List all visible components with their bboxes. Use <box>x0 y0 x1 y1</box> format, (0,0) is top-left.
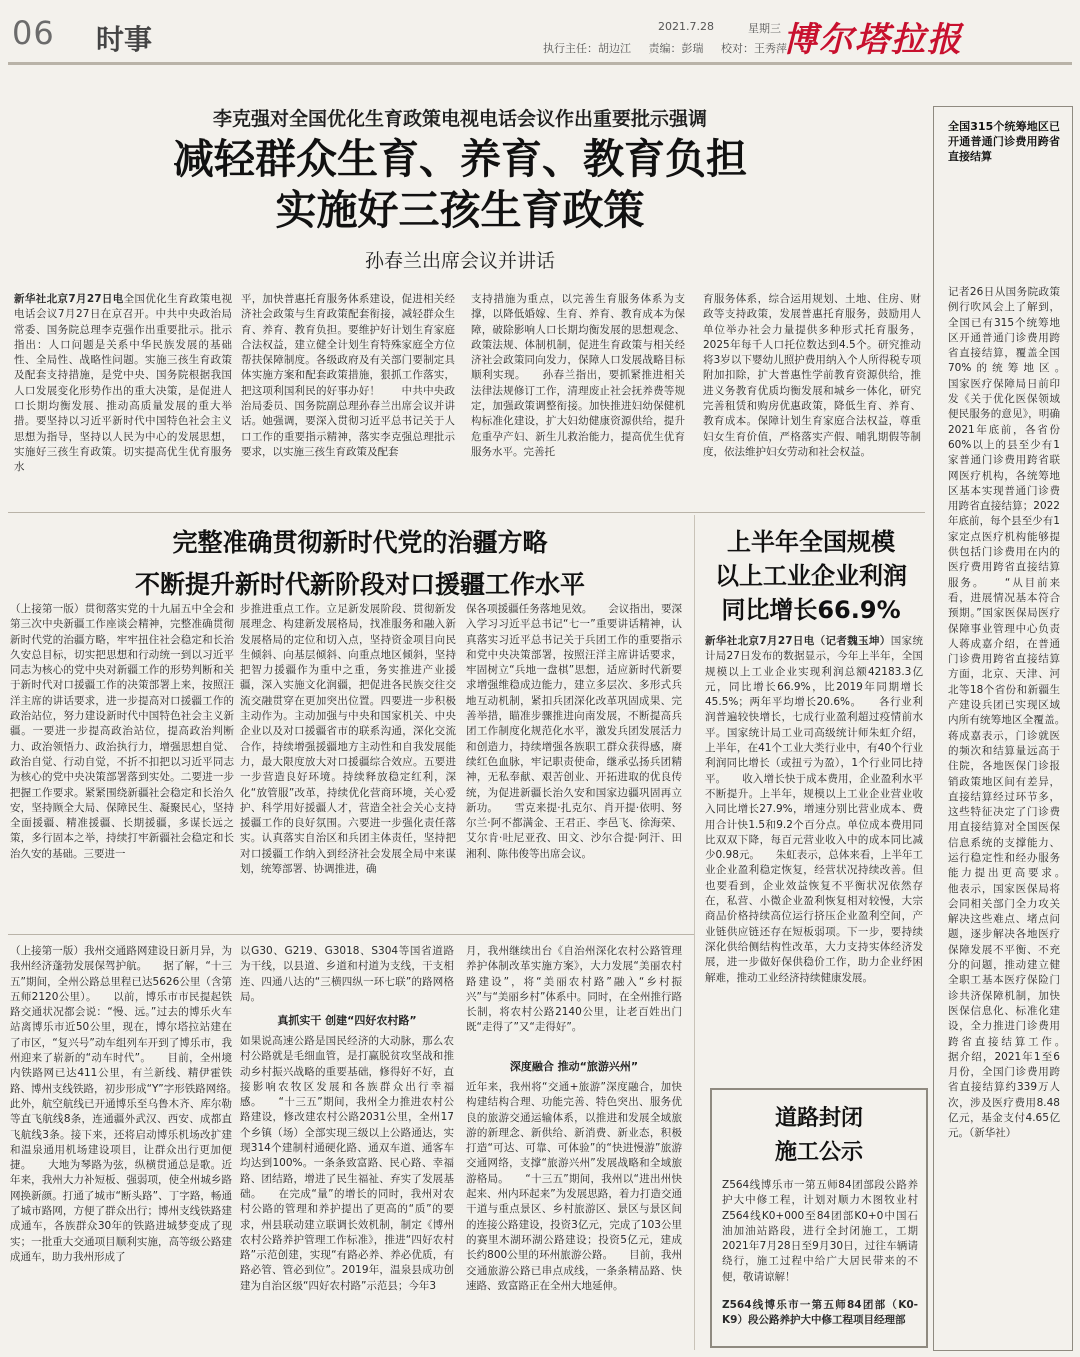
article2-headline-line1: 完整准确贯彻新时代党的治疆方略 <box>172 528 548 557</box>
article3-body: 新华社北京7月27日电（记者魏玉坤）国家统计局27日发布的数据显示，今年上半年，全国规模以上工业企业实现利润总额42183.3亿元，同比增长66.9%，比2019年同期增长45.5%；两年平均增长20.6%。 各行业利润普遍较快增长，七成行业盈利超过疫情前水平。国家统计局工业司高级统计师朱虹介绍，上半年，在41个工业大类行业中，有40个行业利润同比增长（或扭亏为盈），1个行业同比持平。 收入增长快于成本费用，企业盈利水平不断提升。上半年，规模以上工业企业营业收入同比增长27.9%，增速分别比营业成本、费用合计快1.5和9.2个百分点。单位成本费用同比双双下降，每百元营业收入中的成本同比减少0.98元。 朱虹表示，总体来看，上半年工业企业盈利稳定恢复，经营状况持续改善。但也要看到，企业效益恢复不平衡状况依然存在，私营、小微企业盈利恢复相对较慢，大宗商品价格持续高位运行挤压企业盈利空间，产业链供应链还存在短板弱项。下一步，要持续深化供给侧结构性改革，大力支持实体经济发展，进一步做好保供稳价工作，助力企业纾困解难，推动工业经济持续健康发展。 <box>705 635 923 984</box>
proofreader: 校对：王秀萍 <box>721 42 787 55</box>
divider <box>8 934 694 935</box>
masthead-rule <box>8 62 1072 65</box>
article3-dateline: 新华社北京7月27日电（记者魏玉坤） <box>705 635 891 647</box>
notice-title-line1: 道路封闭 <box>774 1106 863 1131</box>
article3-headline-line2: 以上工业企业利润 <box>715 562 907 590</box>
article4-col2a: 以G30、G219、G3018、S304等国省道路为干线，以县道、乡道和村道为支线，干支相连、四通八达的“三横四纵一环七联”的路网格局。 <box>240 945 454 1003</box>
article4-col2b: 如果说高速公路是国民经济的大动脉，那么农村公路就是毛细血管，是打赢脱贫攻坚战和推动乡村振兴战略的重要基础，修得好不好，直接影响农牧区发展和各族群众出行幸福感。 “十三五”期间，我州全力推进农村公路建设，修改建农村公路2031公里，全州17个乡镇（场）全部实现三级以上公路通达，实现314个建制村通硬化路、通双车道、通客车均达到100%。一条条致富路、民心路、幸福路、团结路，增进了民生福祉、弃实了发展基础。 在完成“量”的增长的同时，我州对农村公路的管理和养护提出了更高的“质”的要求，州县联动建立联调长效机制，制定《博州农村公路养护管理工作标准》，推进“四好农村路”示范创建，实现“有路必养、养必优质，有路必管、管必到位”。2019年，温泉县成功创建为自治区级“四好农村路”示范县；今年3 <box>240 1035 454 1292</box>
sidebar-source: （新华社） <box>969 1127 1017 1140</box>
notice-title <box>712 1102 926 1170</box>
issue-date: 2021.7.28 <box>658 20 714 33</box>
article2-headline-line2: 不断提升新时代新阶段对口援疆工作水平 <box>134 570 585 599</box>
sidebar-title: 全国315个统筹地区已开通普通门诊费用跨省直接结算 <box>948 120 1060 163</box>
column-rule <box>694 515 695 1350</box>
editor: 责编：彭瑞 <box>648 42 704 55</box>
article4-col1: （上接第一版）我州交通路网建设日新月异，为我州经济蓬勃发展保驾护航。 据了解，“十三五”期间，全州公路总里程已达5626公里（含第五师2120公里）。 以前，博乐市市民提起铁路交通状况都会说：“慢、远。”过去的博乐火车站离博乐市近50公里，现在，博尔塔拉站建在了市区，“复兴号”动车组列车开到了博乐市，我州迎来了崭新的“动车时代”。 目前，全州境内铁路网已达411公里，有兰新线、精伊霍铁路、博州支线铁路，初步形成“Y”字形铁路网络。 此外，航空航线已开通博乐至乌鲁木齐、库尔勒等直飞航线8条，连通疆外武汉、西安、成都直飞航线3条。接下来，还将启动博乐机场改扩建和温泉通用机场建设项目，让群众出行更加便捷。 大地为琴路为弦，纵横贯通总是歌。近年来，我州大力补短板、强弱项，使全州城乡路网换新颜。打通了城市“断头路”、丁字路，畅通了城市路网，方便了群众出行；博州支线铁路建成通车，各族群众30年的铁路进城梦变成了现实；一批重大交通项目顺利实施，高等级公路建成通车，助力我州形成了 <box>10 945 232 1263</box>
article4-col3a: 月，我州继续出台《自治州深化农村公路管理养护体制改革实施方案》，大力发展“美丽农村路建设”，将“美丽农村路”融入“乡村振兴”与“美丽乡村”体系中。同时，在全州推行路长制，将农村公路2140公里，让老百姓出门既“走得了”又“走得好”。 <box>466 945 682 1034</box>
article2-col3: 保各项援疆任务落地见效。 会议指出，要深入学习习近平总书记“七一”重要讲话精神，认真落实习近平总书记关于兵团工作的重要指示和党中央决策部署，按照汪洋主席讲话要求，牢固树立“兵地一盘棋”思想，适应新时代新要求增强维稳成边能力，建立多层次、多形式兵地互动机制，紧扣兵团深化改革巩固成果、完善举措，瞄准步骤推进向南发展，不断提高兵团工作制度化规范化水平，激发兵团发展活力和创造力，持续增强各族职工群众获得感，赓续红色血脉，牢记职责使命，继承弘扬兵团精神，无私奉献、艰苦创业、开拓进取的优良传统，为促进新疆长治久安和国家边疆巩固再立新功。 雪克来提·扎克尔、肖开提·依明、努尔兰·阿不都满金、王君正、李邑飞、徐海荣、艾尔肯·吐尼亚孜、田文、沙尔合提·阿汗、田湘利、陈伟俊等出席会议。 <box>466 603 682 860</box>
article2-headline <box>60 522 660 606</box>
article1-headline-line2: 实施好三孩生育政策 <box>275 186 645 234</box>
article2-col2: 步推进重点工作。立足新发展阶段、贯彻新发展理念、构建新发展格局，找准服务和融入新发展格局的定位和切入点，坚持资金项目向民生倾斜、向基层倾斜、向重点地区倾斜，坚持把智力援疆作为重中之重，务实推进产业援疆，深入实施文化润疆，把促进各民族交往交流交融贯穿在更加突出位置。四要进一步积极主动作为。主动加强与中央和国家机关、中央企业以及对口援疆省市的联系沟通，深化交流合作，持续增强援疆地方主动性和自我发展能力，最大限度放大对口援疆综合效应。五要进一步营造良好环境。持续释放稳定红利，深化“放管服”改革，持续优化营商环境，关心爱护、科学用好援疆人才，营造全社会关心支持援疆工作的良好氛围。六要进一步强化责任落实。认真落实自治区和兵团主体责任，坚持把对口援疆工作纳入到经济社会发展全局中来谋划，统筹部署、协调推进，确 <box>240 603 456 876</box>
editor-credits <box>543 40 797 56</box>
sidebar-article <box>933 106 1073 1351</box>
article1-headline <box>140 134 780 236</box>
article3-headline-line1: 上半年全国规模 <box>727 528 895 556</box>
executive-editor: 执行主任：胡边江 <box>543 42 631 55</box>
notice-signature: Z564线博乐市一第五师84团部（K0-K9）段公路养护大中修工程项目经理部 <box>722 1299 918 1327</box>
article1-col3: 支持措施为重点，以完善生育服务体系为支撑，以降低婚嫁、生育、养育、教育成本为保障，破除影响人口长期均衡发展的思想观念、政策法规、体制机制，促进生育政策与相关经济社会政策同向发力，保障人口发展战略目标顺利实现。 孙春兰指出，要抓紧推进相关法律法规修订工作，清理废止社会抚养费等规定，加强政策调整衔接。加快推进妇幼保健机构标准化建设，扩大妇幼健康资源供给，提升危重孕产妇、新生儿救治能力，提高优生优育服务水平。完善托 <box>471 293 685 458</box>
article4-subsection2: 深度融合 推动“旅游兴州” <box>509 1060 639 1073</box>
article1-col4: 育服务体系，综合运用规划、土地、住房、财政等支持政策，发展普惠托育服务，鼓励用人单位举办社会力量提供多种形式托育服务，2025年每千人口托位数达到4.5个。研究推动将3岁以下婴幼儿照护费用纳入个人所得税专项附加扣除，扩大普惠性学前教育资源供给，推进义务教育优质均衡发展和城乡一体化，研究完善租赁和购房优惠政策，降低生育、养育、教育成本。保障计划生育家庭合法权益，尊重妇女生育价值，严格落实产假、哺乳期假等制度，依法维护妇女劳动和社会权益。 <box>703 293 921 458</box>
divider <box>8 512 925 513</box>
article1-dateline: 新华社北京7月27日电 <box>14 293 124 305</box>
article2-continued: （上接第一版） <box>10 603 85 615</box>
article1-col1: 新华社北京7月27日电全国优化生育政策电视电话会议7月27日在京召开。中共中央政治局常委、国务院总理李克强作出重要批示。批示指出：人口问题是关系中华民族发展的基础性、全局性、战略性问题。实施三孩生育政策及配套支持措施，是党中央、国务院根据我国人口发展变化形势作出的重大决策，是促进人口长期均衡发展、推动高质量发展的重大举措。要坚持以习近平新时代中国特色社会主义思想为指导，坚持以人民为中心的发展思想，实施好三孩生育政策。切实提高优生优育服务水 <box>14 293 232 474</box>
article3-headline-line3: 同比增长66.9% <box>721 596 901 624</box>
masthead <box>8 6 1072 64</box>
article1-col2: 平，加快普惠托育服务体系建设，促进相关经济社会政策与生育政策配套衔接，减轻群众生育、养育、教育负担。要维护好计划生育家庭合法权益，建立健全计划生育特殊家庭全方位帮扶保障制度。各级政府及有关部门要制定具体实施方案和配套政策措施，狠抓工作落实，把这项利国利民的好事办好！ 中共中央政治局委员、国务院副总理孙春兰出席会议并讲话。她强调，要深入贯彻习近平总书记关于人口工作的重要指示精神，落实李克强总理批示要求，以实施三孩生育政策及配套 <box>241 293 455 458</box>
issue-weekday: 星期三 <box>748 22 781 35</box>
article3-headline <box>700 525 922 627</box>
article4-col3b: 近年来，我州将“交通+旅游”深度融合，加快构建结构合理、功能完善、特色突出、服务优良的旅游交通运输体系，以推进和发展全域旅游的新理念、新供给、新消费、新业态，积极打造“可达、可靠、可体验”的“快进慢游”旅游交通网络，支撑“旅游兴州”发展战略和全域旅游格局。 “十三五”期间，我州以“进出州快起来、州内环起来”为发展思路，着力打造交通干道与重点景区、乡村旅游区、景区与景区间的连接公路建设，投资3亿元，完成了103公里的赛里木湖环湖公路建设；投资5亿元，建成长约800公里的环州旅游公路。 目前，我州交通旅游公路已串点成线，一条条精品路、快速路、致富路正在全州大地延伸。 <box>466 1081 682 1292</box>
article4-continued: （上接第一版） <box>10 945 85 957</box>
sidebar-body: 记者26日从国务院政策例行吹风会上了解到，全国已有315个统筹地区开通普通门诊费用跨省直接结算，覆盖全国70%的统筹地区。 国家医疗保障局日前印发《关于优化医保领域便民服务的意见》，明确2021年底前，各省份60%以上的县至少有1家普通门诊费用跨省联网医疗机构，各统筹地区基本实现普通门诊费用跨省直接结算；2022年底前，每个县至少有1家定点医疗机构能够提供包括门诊费用在内的医疗费用跨省直接结算服务。 “从目前来看，进展情况基本符合预期。”国家医保局医疗保障事业管理中心负责人蒋成嘉介绍，在普通门诊费用跨省直接结算方面，北京、天津、河北等18个省份和新疆生产建设兵团已实现区域内所有统筹地区全覆盖。 蒋成嘉表示，门诊就医的频次和结算量远高于住院，各地医保门诊报销政策地区间有差异，直接结算经过环节多，这些特征决定了门诊费用直接结算对全国医保信息系统的支撑能力、运行稳定性和经办服务能力提出更高要求。 他表示，国家医保局将会同相关部门全力攻关解决这些难点、堵点问题，逐步解决各地医疗保障发展不平衡、不充分的问题，推动建立健全职工基本医疗保险门诊共济保障机制，加快医保信息化、标准化建设，全力推进门诊费用跨省直接结算工作。 据介绍，2021年1至6月份，全国门诊费用跨省直接结算约339万人次，涉及医疗费用8.48亿元，基金支付4.65亿元。（新华社） <box>948 286 1060 1140</box>
article4-subsection1: 真抓实干 创建“四好农村路” <box>277 1014 417 1027</box>
road-closure-notice <box>710 1088 928 1348</box>
page-number: 06 <box>12 14 55 52</box>
article1-headline-line1: 减轻群众生育、养育、教育负担 <box>173 135 747 183</box>
notice-body: Z564线博乐市一第五师84团部段公路养护大中修工程，计划对顺力木图牧业村Z564线K0+000至84团部K0+0中国石油加油站路段，进行全封闭施工，工期2021年7月28日至9月30日，过往车辆请绕行，施工过程中给广大居民带来的不便，敬请谅解！ <box>722 1179 918 1283</box>
article2-col1: （上接第一版）贯彻落实党的十九届五中全会和第三次中央新疆工作座谈会精神，完整准确贯彻新时代党的治疆方略，牢牢扭住社会稳定和长治久安总目标，切实把思想和行动统一到以习近平同志为核心的党中央对新疆工作的形势判断和关于新时代对口援疆工作的决策部署上来，按照汪洋主席的讲话要求，进一步提高对口援疆工作的政治站位，努力建设新时代中国特色社会主义新疆。一要进一步提高政治站位，提高政治判断力、政治领悟力、政治执行力，增强思想自觉、政治自觉、行动自觉，不折不扣把以习近平同志为核心的党中央决策部署落到实处。二要进一步把握工作要求。紧紧围绕新疆社会稳定和长治久安，坚持顾全大局、保障民生、凝聚民心，坚持全面援疆、精准援疆、长期援疆，多谋长远之策，多行固本之举，持续打牢新疆社会稳定和长治久安的基础。三要进一 <box>10 603 234 860</box>
article1-subhead: 孙春兰出席会议并讲话 <box>364 250 555 272</box>
section-title: 时事 <box>96 23 153 56</box>
newspaper-logo: 博尔塔拉报 <box>783 20 963 60</box>
notice-title-line2: 施工公示 <box>774 1140 863 1165</box>
article1-kicker: 李克强对全国优化生育政策电视电话会议作出重要批示强调 <box>212 108 707 130</box>
